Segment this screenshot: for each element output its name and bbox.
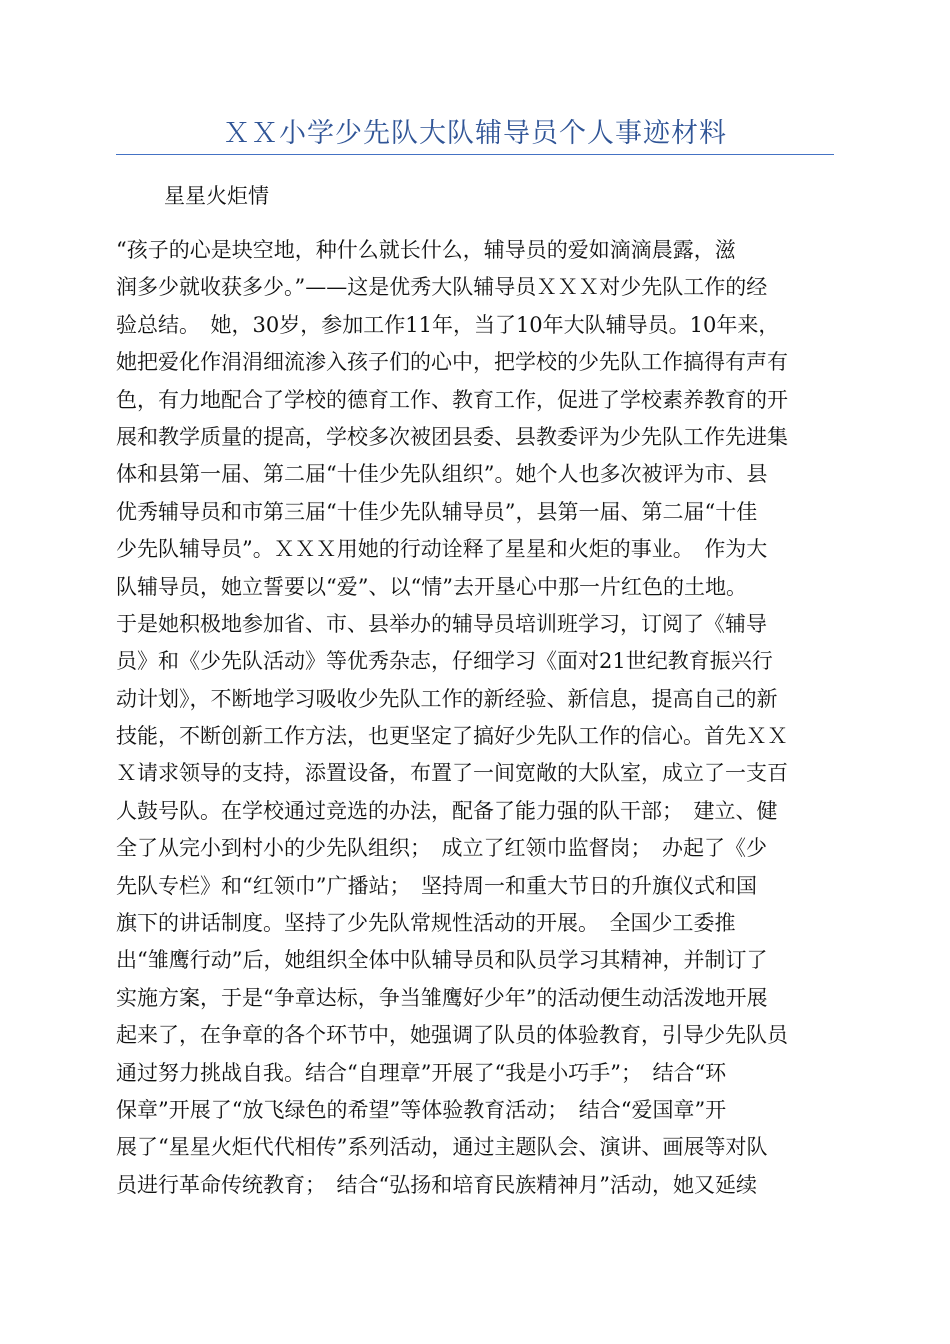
text-line: 润多少就收获多少。”——这是优秀大队辅导员ＸＸＸ对少先队工作的经 (116, 275, 768, 300)
text-line: 她把爱化作涓涓细流渗入孩子们的心中，把学校的少先队工作搞得有声有 (116, 350, 788, 375)
text-line: 动计划》，不断地学习吸收少先队工作的新经验、新信息，提高自己的新 (116, 686, 778, 711)
text-line: Ｘ请求领导的支持，添置设备，布置了一间宽敞的大队室，成立了一支百 (116, 761, 788, 786)
text-line: 体和县第一届、第二届“十佳少先队组织”。她个人也多次被评为市、县 (116, 462, 768, 487)
text-line: 通过努力挑战自我。结合“自理章”开展了“我是小巧手”； 结合“环 (116, 1060, 727, 1085)
text-line: 色，有力地配合了学校的德育工作、教育工作，促进了学校素养教育的开 (116, 387, 788, 412)
text-line: 员》和《少先队活动》等优秀杂志，仔细学习《面对21世纪教育振兴行 (116, 649, 773, 674)
text-line: 展和教学质量的提高，学校多次被团县委、县教委评为少先队工作先进集 (116, 424, 788, 449)
text-line: 起来了，在争章的各个环节中，她强调了队员的体验教育，引导少先队员 (116, 1023, 788, 1048)
text-line: 实施方案，于是“争章达标，争当雏鹰好少年”的活动便生动活泼地开展 (116, 985, 768, 1010)
title-underline (116, 154, 834, 155)
text-line: 验总结。 她，30岁，参加工作11年，当了10年大队辅导员。10年来， (116, 312, 780, 337)
text-line: 先队专栏》和“红领巾”广播站； 坚持周一和重大节日的升旗仪式和国 (116, 873, 757, 898)
text-line: “孩子的心是块空地，种什么就长什么，辅导员的爱如滴滴晨露，滋 (116, 238, 736, 262)
text-line: 出“雏鹰行动”后，她组织全体中队辅导员和队员学习其精神，并制订了 (116, 948, 768, 973)
text-line: 员进行革命传统教育； 结合“弘扬和培育民族精神月”活动，她又延续 (116, 1172, 757, 1197)
text-line: 队辅导员，她立誓要以“爱”、以“情”去开垦心中那一片红色的土地。 (116, 574, 747, 599)
text-line: 技能，不断创新工作方法，也更坚定了搞好少先队工作的信心。首先ＸＸ (116, 724, 788, 749)
text-line: 于是她积极地参加省、市、县举办的辅导员培训班学习，订阅了《辅导 (116, 611, 767, 636)
text-line: 全了从完小到村小的少先队组织； 成立了红领巾监督岗； 办起了《少 (116, 836, 767, 861)
text-line: 少先队辅导员”。ＸＸＸ用她的行动诠释了星星和火炬的事业。 作为大 (116, 537, 768, 562)
text-line: 保章”开展了“放飞绿色的希望”等体验教育活动； 结合“爱国章”开 (116, 1097, 727, 1122)
text-line: 人鼓号队。在学校通过竞选的办法，配备了能力强的队干部； 建立、健 (116, 798, 778, 823)
body-text (116, 232, 834, 1204)
document-title: ＸＸ小学少先队大队辅导员个人事迹材料 (223, 118, 727, 149)
text-line: 优秀辅导员和市第三届“十佳少先队辅导员”，县第一届、第二届“十佳 (116, 499, 758, 524)
text-line: 旗下的讲话制度。坚持了少先队常规性活动的开展。 全国少工委推 (116, 911, 736, 936)
text-line: 展了“星星火炬代代相传”系列活动，通过主题队会、演讲、画展等对队 (116, 1135, 768, 1160)
document-subtitle: 星星火炬情 (164, 184, 269, 208)
